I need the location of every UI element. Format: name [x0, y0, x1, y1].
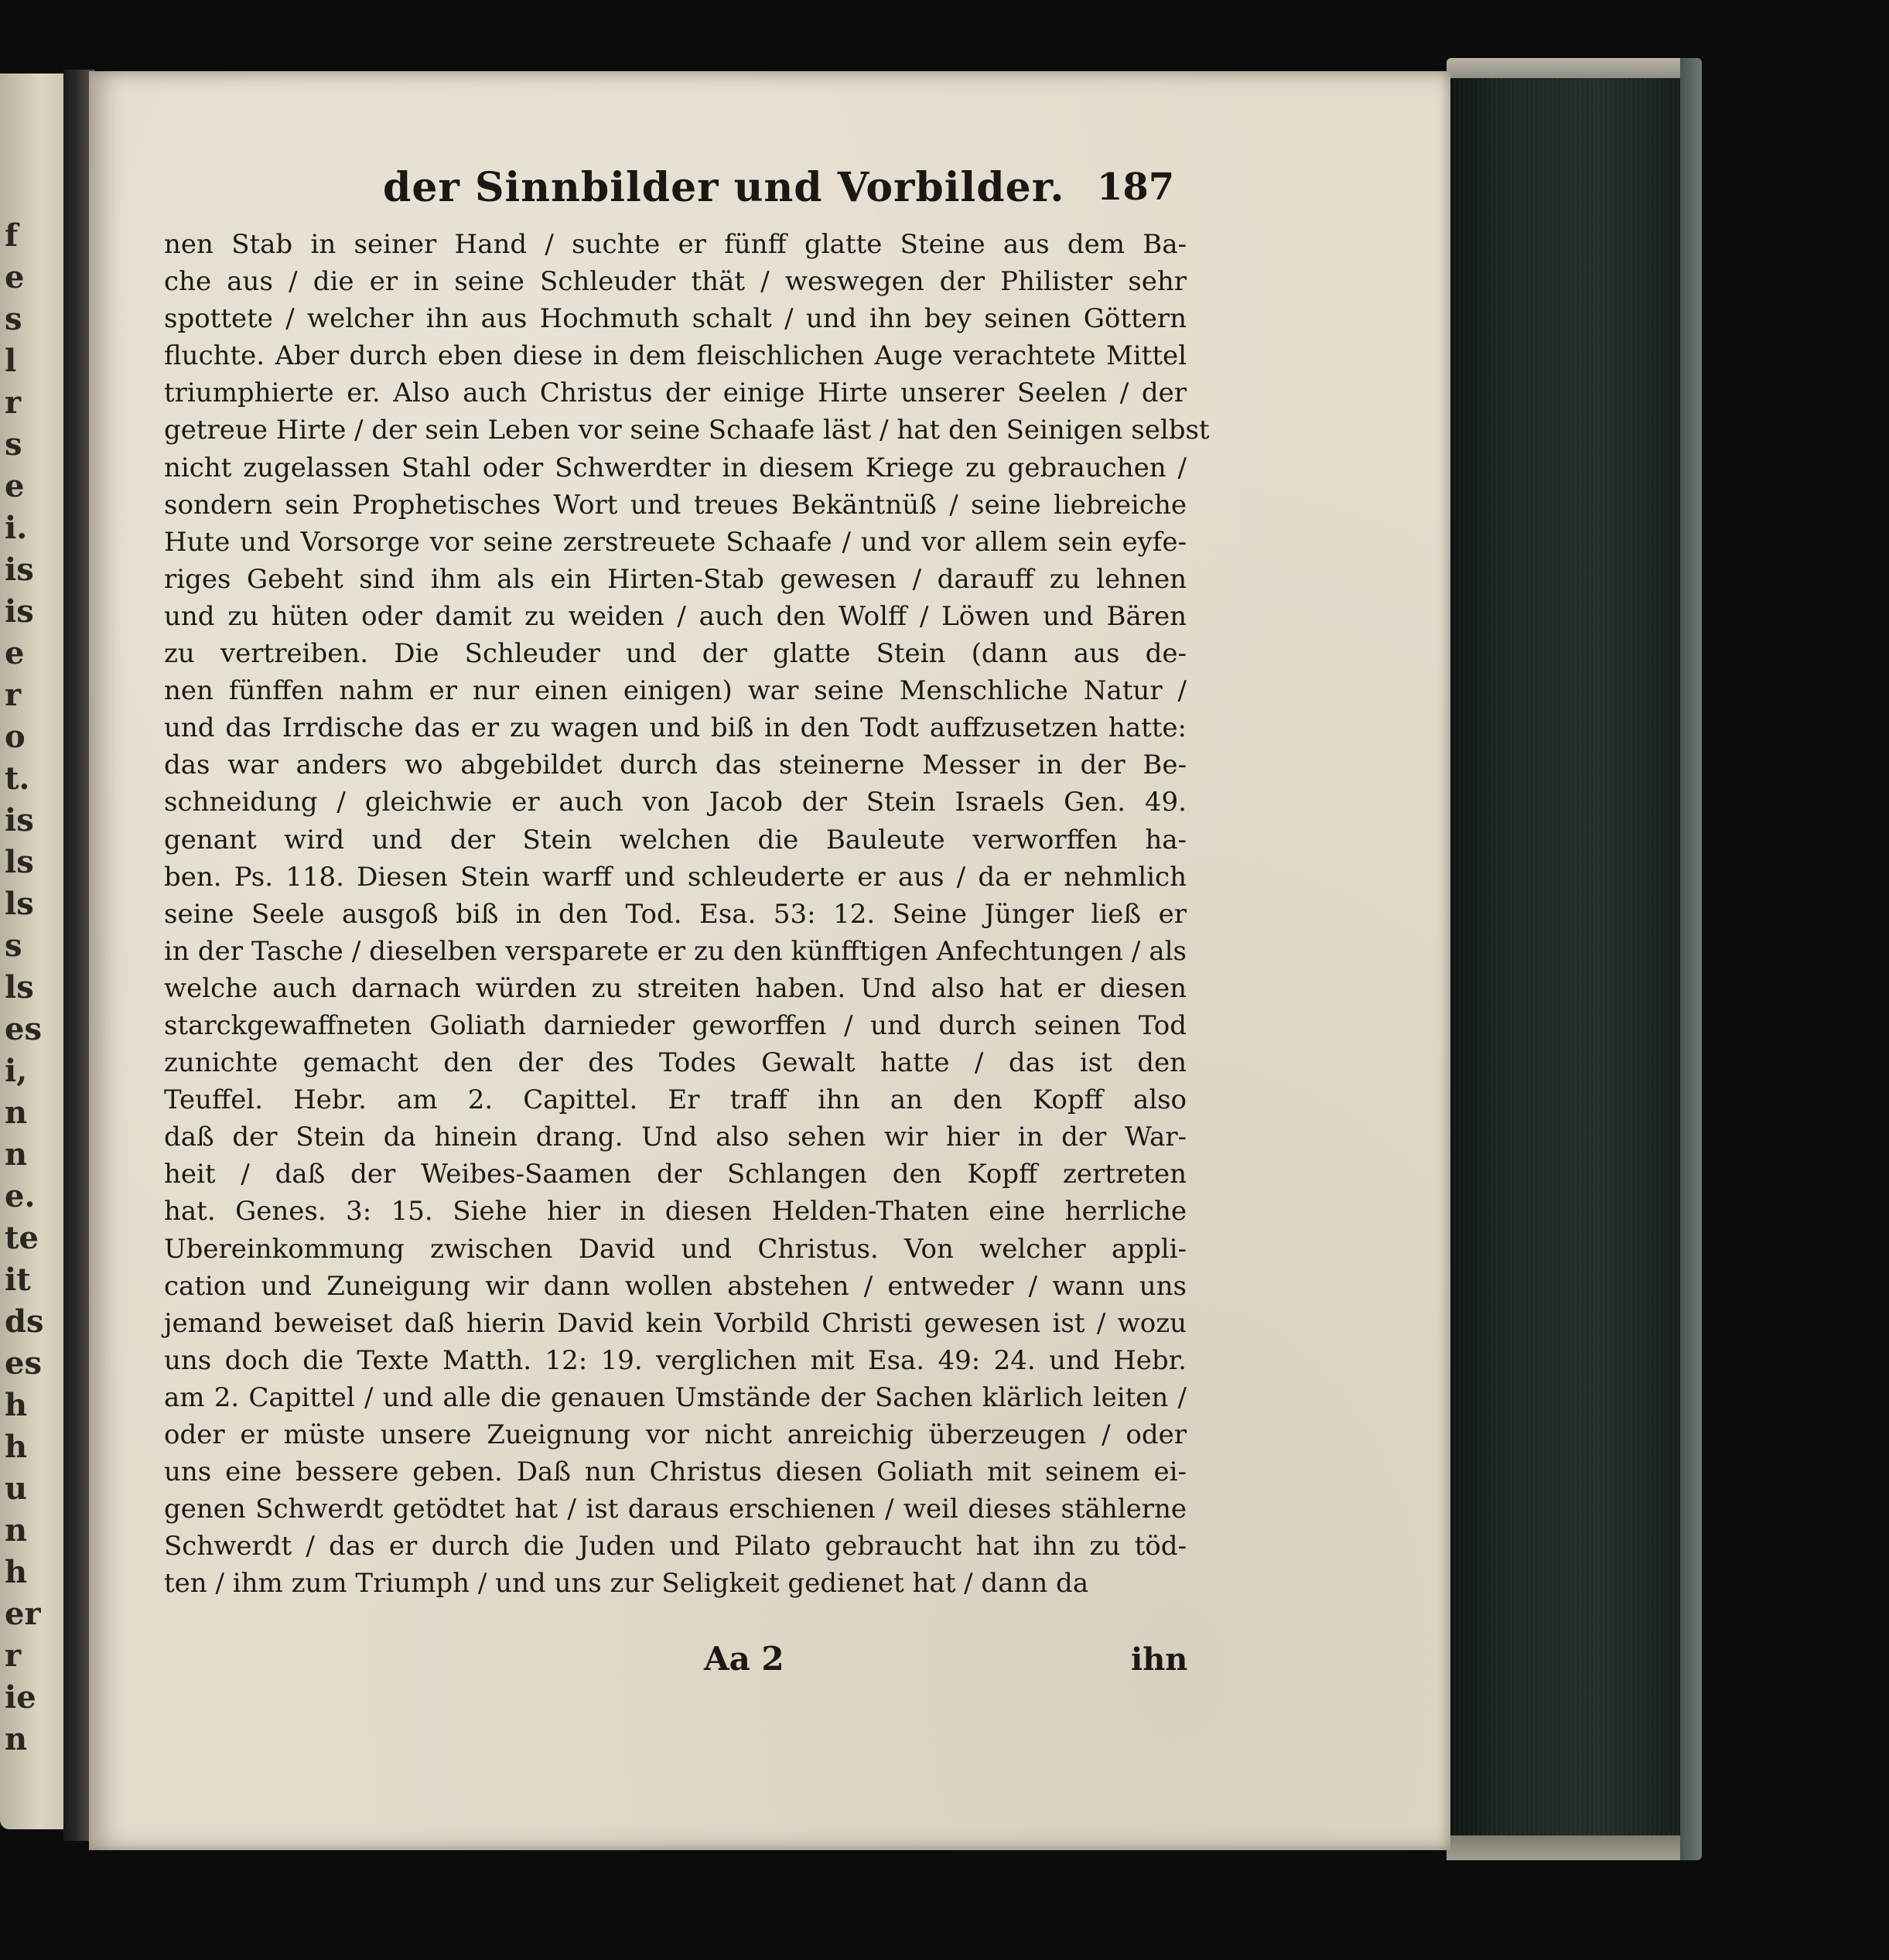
previous-page-letter-fragment: n — [5, 1094, 28, 1131]
text-line: in der Tasche / dieselben versparete er zu den künfftigen Anfechtungen / als — [164, 935, 1187, 967]
page-number: 187 — [1097, 166, 1175, 209]
previous-page-edge — [0, 73, 73, 1829]
text-line: uns doch die Texte Matth. 12: 19. verglichen mit Esa. 49: 24. und Hebr. — [164, 1344, 1187, 1376]
page-block-bottom — [1447, 1835, 1686, 1860]
text-line: oder er müste unsere Zueignung vor nicht anreichig überzeugen / oder — [164, 1419, 1187, 1450]
text-line: welche auch darnach würden zu streiten haben. Und also hat er diesen — [164, 972, 1187, 1004]
page-block-lines — [1454, 78, 1679, 1835]
previous-page-letter-fragment: r — [5, 677, 22, 713]
text-line: che aus / die er in seine Schleuder thät / weswegen der Philister sehr — [164, 266, 1187, 298]
text-line: zunichte gemacht den der des Todes Gewalt hatte / das ist den — [164, 1047, 1187, 1079]
previous-page-letter-fragment: er — [5, 1596, 41, 1632]
previous-page-letter-fragment: es — [5, 1011, 42, 1047]
previous-page-letter-fragment: ie — [5, 1679, 36, 1716]
page-block-top — [1447, 58, 1686, 78]
text-line: hat. Genes. 3: 15. Siehe hier in diesen Helden-Thaten eine herrliche — [164, 1196, 1187, 1228]
printer-signature: Aa 2 — [704, 1640, 784, 1678]
previous-page-letter-fragment: h — [5, 1387, 28, 1423]
previous-page-letter-fragment: i. — [5, 510, 28, 546]
previous-page-letter-fragment: n — [5, 1136, 28, 1173]
text-line: genant wird und der Stein welchen die Bauleute verworffen ha- — [164, 824, 1187, 855]
previous-page-letter-fragment: n — [5, 1721, 28, 1757]
previous-page-letter-fragment: ls — [5, 969, 34, 1006]
text-line: fluchte. Aber durch eben diese in dem fleischlichen Auge verachtete Mittel — [164, 340, 1187, 372]
text-line: Ubereinkommung zwischen David und Christus. Von welcher appli- — [164, 1233, 1187, 1265]
text-line: nicht zugelassen Stahl oder Schwerdter in diesem Kriege zu gebrauchen / — [164, 452, 1187, 483]
text-line: das war anders wo abgebildet durch das steinerne Messer in der Be- — [164, 750, 1187, 781]
previous-page-letter-fragment: e — [5, 259, 25, 295]
text-line: schneidung / gleichwie er auch von Jacob der Stein Israels Gen. 49. — [164, 787, 1187, 818]
previous-page-letter-fragment: s — [5, 426, 22, 463]
text-line: Hute und Vorsorge vor seine zerstreuete Schaafe / und vor allem sein eyfe- — [164, 526, 1187, 558]
text-line: daß der Stein da hinein drang. Und also sehen wir hier in der War- — [164, 1122, 1187, 1153]
previous-page-letter-fragment: e. — [5, 1178, 36, 1214]
text-line: nen fünffen nahm er nur einen einigen) war seine Menschliche Natur / — [164, 675, 1187, 707]
text-line: nen Stab in seiner Hand / suchte er fünff glatte Steine aus dem Ba- — [164, 229, 1187, 260]
text-line: ben. Ps. 118. Diesen Stein warff und schleuderte er aus / da er nehmlich — [164, 861, 1187, 893]
catchword: ihn — [1131, 1641, 1188, 1678]
previous-page-letter-fragment: r — [5, 1637, 22, 1674]
previous-page-letter-fragment: ls — [5, 844, 34, 880]
text-line: heit / daß der Weibes-Saamen der Schlangen den Kopff zertreten — [164, 1159, 1187, 1190]
book-fore-edge — [1447, 58, 1702, 1860]
previous-page-letter-fragment: e — [5, 468, 25, 504]
previous-page-letter-fragment: is — [5, 593, 34, 630]
text-line: triumphierte er. Also auch Christus der einige Hirte unserer Seelen / der — [164, 377, 1187, 409]
text-line: getreue Hirte / der sein Leben vor seine Schaafe läst / hat den Seinigen selbst — [164, 415, 1210, 446]
page-body-text — [164, 226, 1210, 1602]
previous-page-letter-fragment: is — [5, 802, 34, 838]
text-line: jemand beweiset daß hierin David kein Vorbild Christi gewesen ist / wozu — [164, 1307, 1187, 1339]
previous-page-letter-fragment: te — [5, 1220, 39, 1256]
previous-page-letter-fragment: u — [5, 1470, 28, 1507]
text-line: riges Gebeht sind ihm als ein Hirten-Stab gewesen / darauff zu lehnen — [164, 563, 1187, 595]
previous-page-letter-fragment: f — [5, 217, 19, 254]
text-line: Schwerdt / das er durch die Juden und Pilato gebraucht hat ihn zu töd- — [164, 1531, 1187, 1562]
text-line: Teuffel. Hebr. am 2. Capittel. Er traff ihn an den Kopff also — [164, 1084, 1187, 1116]
previous-page-letter-fragment: ls — [5, 886, 34, 922]
previous-page-letter-fragment: is — [5, 551, 34, 588]
text-line: und zu hüten oder damit zu weiden / auch den Wolff / Löwen und Bären — [164, 600, 1187, 632]
previous-page-letter-fragment: l — [5, 343, 17, 379]
previous-page-letter-fragment: h — [5, 1429, 28, 1465]
previous-page-letter-fragment: i, — [5, 1053, 28, 1089]
text-line: spottete / welcher ihn aus Hochmuth schalt / und ihn bey seinen Göttern — [164, 303, 1187, 335]
previous-page-letter-fragment: s — [5, 301, 22, 337]
previous-page-letter-fragment: n — [5, 1512, 28, 1549]
text-line: starckgewaffneten Goliath darnieder geworffen / und durch seinen Tod — [164, 1009, 1187, 1041]
previous-page-letter-fragment: t. — [5, 760, 30, 797]
book-cover-edge — [1680, 58, 1702, 1860]
previous-page-letter-fragment: s — [5, 927, 22, 964]
previous-page-letter-fragment: r — [5, 384, 22, 421]
previous-page-letter-fragment: ds — [5, 1303, 44, 1340]
previous-page-letter-fragment: e — [5, 635, 25, 671]
text-line: zu vertreiben. Die Schleuder und der glatte Stein (dann aus de- — [164, 638, 1187, 670]
text-line: ten / ihm zum Triumph / und uns zur Seligkeit gedienet hat / dann da — [164, 1568, 1089, 1600]
text-line: uns eine bessere geben. Daß nun Christus diesen Goliath mit seinem ei- — [164, 1456, 1187, 1488]
text-line: cation und Zuneigung wir dann wollen abstehen / entweder / wann uns — [164, 1270, 1187, 1302]
text-line: sondern sein Prophetisches Wort und treues Bekäntnüß / seine liebreiche — [164, 489, 1187, 521]
previous-page-letter-fragment: it — [5, 1262, 31, 1298]
text-line: genen Schwerdt getödtet hat / ist daraus erschienen / weil dieses stählerne — [164, 1494, 1187, 1525]
running-head: der Sinnbilder und Vorbilder. — [383, 164, 1065, 211]
previous-page-letter-fragment: h — [5, 1554, 28, 1590]
text-line: seine Seele ausgoß biß in den Tod. Esa. 53: 12. Seine Jünger ließ er — [164, 898, 1187, 930]
text-line: am 2. Capittel / und alle die genauen Umstände der Sachen klärlich leiten / — [164, 1381, 1187, 1413]
text-line: und das Irrdische das er zu wagen und biß in den Todt auffzusetzen hatte: — [164, 712, 1187, 744]
previous-page-letter-fragment: es — [5, 1345, 42, 1381]
previous-page-letter-fragment: o — [5, 719, 26, 755]
